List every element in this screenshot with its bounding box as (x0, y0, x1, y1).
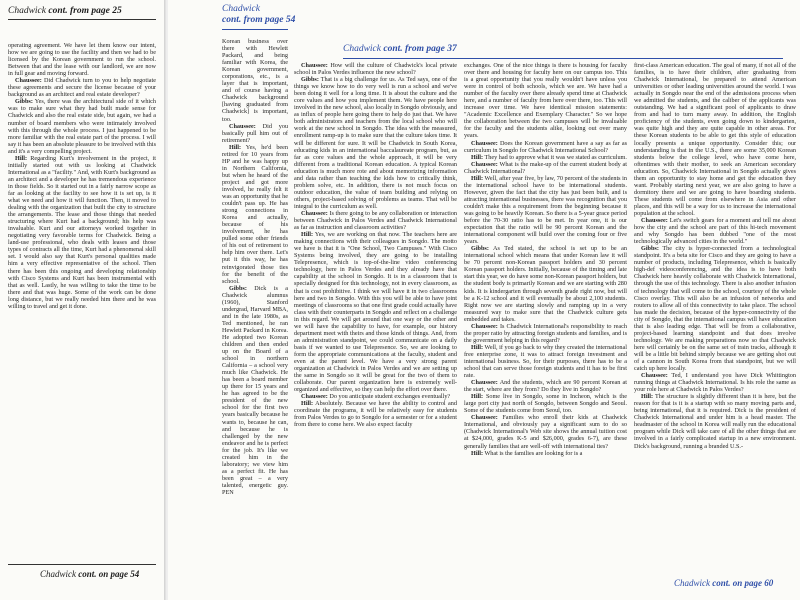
right-page-header-center (343, 44, 457, 55)
qa-paragraph (464, 344, 627, 379)
answer-text: The structure is slightly different than it is here, but the reason for that is it is a startup with so many moving parts and, being international, that it is required. Dick is the president of Chadwick International and under him is a head master. The headmaster of the school in Korea will really run the educational program while Dick will take care of all the other things that are involved in a fairly complicated startup in a new environment. Dick's background, running a branded U.S.- (634, 393, 796, 450)
answer-text: Some live in Songdo, some in Incheon, which is the large port city just north of Songdo, between Songdo and Seoul. Some of the students come from Seoul, too. (464, 393, 627, 415)
speaker-label: Hill: (229, 143, 242, 151)
answer-text: Absolutely. Because we have the ability to control and coordinate the programs, it will be relatively easy for students from Palos Verdes to go to Songdo for a semester or for a student from there to come here. We also expect faculty (294, 400, 457, 429)
speaker-label: Gibbs: (301, 76, 319, 84)
header-cont: cont. from page 25 (48, 6, 122, 16)
right-page (168, 0, 800, 600)
speaker-label: Chaussee: (641, 372, 668, 380)
answer-text: The city is hyper-connected from a technological standpoint. It's a beta site for Cisco and they are going to have a number of products, including Telepresence, which is basically high-def videoconferencing, and the idea is to have both Chadwick here heavily collaborate with Chadwick International, through the use of this technology. There is also another infusion of technology that will come to the school, courtesy of the whole Cisco overlay. This will also be an infusion of networks and routers to allow all of this connectivity to take place. The school has made the decision, because of the hyper-connectivity of the city of Songdo, that the international campus will have education that is also leading edge. That will be from a collaborative, project-based learning standpoint and that does involve technology. We are making preparations now so that Chadwick here will certainly be on the same set of train tracks, although it will be a little bit behind simply because we are getting shot out of a cannon in South Korea from that standpoint, but we will catch up here locally. (634, 245, 796, 373)
answer-text: Let's switch gears for a moment and tell me about how the city and the school are part of this hi-tech movement and why Songdo has been dubbed "one of the most technologically advanced cities in the world." (634, 217, 796, 246)
footer-name: Chadwick (40, 569, 76, 579)
left-page-footer (40, 569, 139, 579)
qa-paragraph (634, 372, 796, 393)
left-page-header (8, 6, 122, 17)
footer-rule (8, 564, 156, 565)
header-cont: cont. from page 37 (383, 44, 457, 54)
answer-text: Families who enroll their kids at Chadwick International, and obviously pay a significant sum to do so (Chadwick International's Web site shows the annual tuition cost at $24,000, grades K-5 and $26,000, grades 6-7), are these generally families that are well-off with international ties? (464, 414, 627, 450)
qa-paragraph (464, 393, 627, 414)
answer-text: And the students, which are 90 percent Korean at the start, where are they from? Do they live in Songdo? (464, 379, 627, 394)
right-page-header-left (222, 4, 295, 26)
speaker-label: Chaussee: (301, 393, 328, 401)
speaker-label: Hill: (471, 393, 484, 401)
footer-cont: cont. on page 60 (712, 578, 774, 588)
qa-paragraph (634, 393, 796, 449)
qa-paragraph (634, 245, 796, 372)
answer-text: Yes, we are working on that now. The teachers here are making connections with their colleagues in Songdo. The motto we have is that it is "One School, Two Campuses." With Cisco Systems being involved, they are going to be installing Telepresence, which is top-of-the-line video conferencing technology, here in Palos Verdes and they already have that capability at the school in Songdo. It is in a classroom that is specially designed for this technology, not in every classroom, as that is cost prohibitive. I think we will have it in two classrooms here and two in Songdo. With this you will be able to have joint meetings of classrooms so that one first grade could actually have class with their counterparts in Songdo and reflect on a challenge in this regard. We will get around that one way or the other and we will have the capability to have, for example, our history department meet with theirs and those kinds of things. And, from an administration standpoint, we could communicate on a daily basis if we wanted to use Telepresence. So, we are looking to form the appropriate communications at the faculty, student and even at the parent level. We have a very strong parent organization at Chadwick in Palos Verdes and we are setting up the same in Songdo so it will be great for the two of them to collaborate. Our parent organization here is extremely well-organized and effective, so they can help the effort over there. (294, 231, 457, 394)
qa-paragraph (464, 161, 627, 175)
speaker-label: Chaussee: (229, 122, 256, 130)
qa-paragraph (464, 379, 627, 393)
qa-paragraph (8, 77, 156, 98)
header-name: Chadwick (8, 6, 46, 16)
article-column-4 (634, 62, 796, 572)
speaker-label: Chaussee: (471, 414, 498, 422)
article-column-2 (294, 62, 457, 592)
qa-paragraph (464, 414, 627, 449)
paragraph: exchanges. One of the nice things is there is housing for faculty over there and housing for faculty here on our campus too. This is a great opportunity that you really wouldn't have unless you were in control of both schools, which we are. We have had a number of the faculty over there already spend time at Chadwick here, and a number of faculty from here over there, too. This will increase over time. We have identical mission statements: "Academic Excellence and Exemplary Character." So we hope the collaboration between the two campuses will be invaluable for the faculty and the students alike, looking out over many years. (464, 62, 627, 140)
qa-paragraph (294, 62, 457, 76)
answer-text: Dick is a Chadwick alumnus (1960), Stanford undergrad, Harvard MBA, and in the late 1980s, as Ted mentioned, he ran Hewlett Packard in Korea. He adopted two Korean children and then ended up on the Board of a school in northern California – a school very much like Chadwick. He has been a board member up there for 15 years and he has agreed to be the president of the new school for the first two years basically because he wants to, because he can, and because he is challenged by the new endeavor and he is perfect for the job. It's like we created him in the laboratory; we view him as a perfect fit. He has been great – a very talented, energetic guy. PEN (222, 284, 288, 496)
header-name: Chadwick (343, 44, 381, 54)
qa-paragraph (8, 98, 156, 154)
speaker-label: Hill: (301, 231, 314, 239)
speaker-label: Chaussee: (471, 139, 498, 147)
qa-paragraph (294, 76, 457, 210)
answer-text: Yes, there was the architectural side of it which was to make sure what they had built made sense for Chadwick and also the real estate side, but again, we had a number of board members who were intimately involved with this through the whole process. I just happened to be more familiar with the real estate part of the process. I will say it has been an absolute pleasure to be involved with this and it's a very compelling project. (8, 98, 156, 155)
answer-text: As Ted stated, the school is set up to be an international school which means that under Korean law it will be 70 percent non-Korean passport holders and 30 percent Korean passport holders. Initially, because of the timing and late start this year, we do have some non-Korean passport holders, but the student body is primarily Korean and we are starting with 280 kids. It is kindergarten through seventh grade right now, but will be a K-12 school and it will eventually be about 2,100 students. Right now we are starting slowly and ramping up in a very measured way to make sure that the Chadwick culture gets embedded and takes. (464, 245, 627, 323)
answer-text: Is Chadwick International's responsibility to reach the proper ratio by attracting foreign students and families, and is the government helping in this regard? (464, 322, 627, 344)
answer-text: What is the families are looking for is a (484, 449, 583, 457)
answer-text: What is the make-up of the current student body at Chadwick International? (464, 160, 627, 175)
speaker-label: Hill: (471, 343, 484, 351)
answer-text: That is a big challenge for us. As Ted says, one of the things we know how to do very well is run a school and we've been doing it well for a long time. It is about the culture and the core values and how you implement them. We have people here involved in the new school, also locally in Songdo obviously, and as influx of people here going there to help do just that. We have both administrators and teachers from the local school who will work at the new school in Songdo. The idea with the measured, enrollment ramp-up is to make sure that the culture takes time. It will be different for sure. It will be Chadwick in South Korea, educating kids in an international baccalaureate program, but, as far as core values and the whole approach, it will be very different from a traditional Korean education. A typical Korean education is much more rote and about memorizing information and data rather than teaching the kids how to critically think, problem solve, etc. In addition, there is not much focus on outdoor education, the value of team building and relying on others, project-based solving of problems as teams. That will be integral to the curriculum as well. (294, 76, 457, 210)
answer-text: Does the Korean government have a say as far as curriculum in Songdo for Chadwick International School? (464, 139, 627, 154)
speaker-label: Chaussee: (301, 209, 328, 217)
answer-text: Is there going to be any collaboration or interaction between Chadwick in Palos Verdes and Chadwick International as far as instruction and classroom activities? (294, 209, 457, 232)
qa-paragraph (464, 140, 627, 154)
left-page-column (8, 42, 156, 558)
footer-cont: cont. on page 54 (78, 569, 140, 579)
footer-name: Chadwick (674, 578, 710, 588)
qa-paragraph (464, 245, 627, 323)
article-column-3 (464, 62, 627, 592)
speaker-label: Chaussee: (471, 379, 498, 387)
answer-text: They had to approve what it was we stated as curriculum. (484, 153, 627, 161)
speaker-label: Chaussee: (301, 62, 328, 69)
article-column-1 (222, 38, 288, 583)
answer-text: Regarding Kurt's involvement in the project, it initially started out with us looking at Chadwick International as a "facility." And, with Kurt's background as an architect and a developer he has tremendous experience in those fields. So it started out in a fairly narrow scope as far as looking at the facility to see how it is set up, is it what we need and how it will function. Then, it moved to dealing with the organization that built the city to structure the arrangements. The lease and those things that needed structuring where Kurt had a background; his help was invaluable. Kurt and our attorneys worked together in negotiating very favorable terms for Chadwick. Being a land-use professional, who deals with leases and those types of contracts all the time, Kurt had a phenomenal skill set. I would also say that Kurt's personal qualities made him a very effective representative of the school. Then there has been this ongoing and developing relationship with Cisco Systems and Kurt has been instrumental with that as well. Lastly, he was willing to take the time to be there and that was huge. Some of the work can be done long distance, but we really needed him there and he was willing to travel and get it done. (8, 154, 156, 310)
paragraph: operating agreement. We have let them know our intent, how we are going to use the facility and then we had to be licensed by the Korean government to run the school. Between that and the lease with our landlord, we are now in full gear and moving forward. (8, 42, 156, 78)
answer-text: Well, after year five, by law, 70 percent of the students in the international school have to be international students. However, given the fact that the city has just been built, and is attracting international businesses, there was recognition that you couldn't make this a requirement from the beginning because it was going to be heavily Korean. So there is a 5-year grace period before the 70-30 ratio has to be met. In year one, it is our expectation that the ratio will be 90 percent Korean and the international component will build over the coming four or five years. (464, 174, 627, 246)
paragraph: Korean business over there with Hewlett Packard, and being familiar with Korea, the Korean government, corporations, etc., is a layer that is important, and of course having a Chadwick background [having graduated from Chadwick] is important, too. (222, 38, 288, 123)
header-rule (343, 58, 783, 59)
header-name: Chadwick (222, 4, 260, 14)
speaker-label: Hill: (301, 400, 314, 408)
qa-paragraph (294, 393, 457, 400)
speaker-label: Chaussee: (471, 322, 498, 330)
speaker-label: Gibbs: (641, 245, 659, 253)
header-cont: cont. from page 54 (222, 15, 296, 25)
paragraph: first-class American education. The goal of many, if not all of the families, is to have their children, after graduating from Chadwick International, be prepared to attend American universities or other leading universities around the world. I was actually in Songdo near the end of the admissions process when we admitted the students, and the caliber of the applicants was outstanding. We had a significant pool of applicants to draw from and had to turn many away. In addition, the English proficiency of the students, even going down to kindergarten, was quite high and they are quite capable in other areas. For these Korean students to be able to get this style of education locally presents a unique opportunity. Consider this; our understanding is that in the U.S., there are some 35,000 Korean students below the college level, who have come here, oftentimes with their mother, to seek an American secondary education. So, Chadwick International in Songdo actually gives them an opportunity to stay home and get the education they want. Probably starting next year, we are also going to have a dormitory there and we are going to have boarding students. These students will come from elsewhere in Asia and other places, and this will be a way for us to increase the international population at the school. (634, 62, 796, 217)
answer-text: Do you anticipate student exchanges eventually? (329, 393, 451, 401)
speaker-label: Hill: (471, 449, 484, 457)
qa-paragraph (294, 210, 457, 231)
speaker-label: Gibbs: (229, 284, 247, 292)
speaker-label: Hill: (641, 393, 654, 401)
speaker-label: Chaussee: (15, 77, 42, 85)
answer-text: Well, if you go back to why they created the international free enterprise zone, it was to attract foreign investment and international business. So, for their purposes, there has to be a school that can serve those foreign students and it has to be first rate. (464, 343, 627, 380)
qa-paragraph (464, 450, 627, 457)
qa-paragraph (294, 231, 457, 393)
answer-text: How will the culture of Chadwick's local private school in Palos Verdes influence the new school? (294, 62, 457, 77)
qa-paragraph (8, 155, 156, 310)
left-page (0, 0, 165, 600)
speaker-label: Gibbs: (15, 98, 33, 106)
qa-paragraph (222, 285, 288, 496)
speaker-label: Hill: (15, 154, 28, 162)
qa-paragraph (222, 144, 288, 285)
answer-text: Did you basically pull him out of retirement? (222, 122, 288, 144)
speaker-label: Hill: (471, 174, 484, 182)
answer-text: Did Chadwick turn to you to help negotiate these agreements and secure the license because of your background as an architect and real estate developer? (8, 77, 156, 99)
qa-paragraph (634, 217, 796, 245)
qa-paragraph (464, 154, 627, 161)
speaker-label: Hill: (471, 153, 484, 161)
answer-text: Yes, he'd been retired for 10 years from HP and he was happy up in Northern California, but when he heard of the project and got more involved, he really felt it was an opportunity that he couldn't pass up. He has strong connections in Korea and actually, because of his involvement, he has pulled some other friends of his out of retirement to help him over there. Let's put it this way, he has reinvigorated those ties for the benefit of the school. (222, 143, 288, 285)
speaker-label: Gibbs: (471, 245, 489, 253)
qa-paragraph (464, 323, 627, 344)
header-rule (222, 29, 288, 30)
right-page-footer (674, 578, 773, 588)
header-rule (8, 19, 156, 20)
qa-paragraph (464, 175, 627, 245)
answer-text: Ted, I understand you have Dick Whittington running things at Chadwick International. Is his role the same as your role here at Chadwick in Palos Verdes? (634, 372, 796, 394)
speaker-label: Chaussee: (641, 217, 668, 225)
qa-paragraph (294, 400, 457, 428)
speaker-label: Chaussee: (471, 160, 498, 168)
qa-paragraph (222, 123, 288, 144)
